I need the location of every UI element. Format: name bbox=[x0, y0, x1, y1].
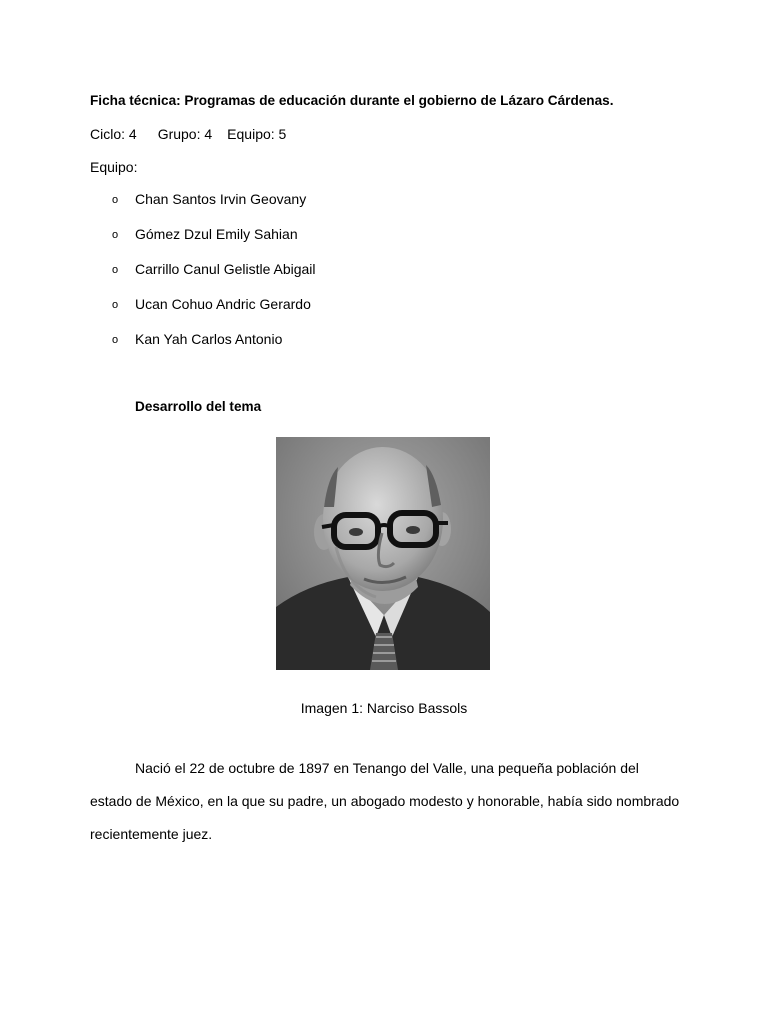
paragraph-line: recientemente juez. bbox=[90, 826, 213, 842]
figure-caption: Imagen 1: Narciso Bassols bbox=[300, 700, 468, 716]
meta-equipo: Equipo: 5 bbox=[227, 126, 287, 142]
bullet-icon: o bbox=[112, 264, 119, 276]
document-meta bbox=[90, 125, 286, 143]
meta-grupo: Grupo: 4 bbox=[157, 126, 213, 142]
bullet-icon: o bbox=[112, 299, 119, 311]
member-name: Carrillo Canul Gelistle Abigail bbox=[135, 261, 316, 277]
section-heading: Desarrollo del tema bbox=[135, 399, 262, 414]
member-name: Kan Yah Carlos Antonio bbox=[135, 331, 283, 347]
portrait-photo bbox=[276, 437, 490, 670]
member-name: Ucan Cohuo Andric Gerardo bbox=[135, 296, 311, 312]
meta-ciclo: Ciclo: 4 bbox=[90, 126, 137, 142]
member-name: Chan Santos Irvin Geovany bbox=[135, 191, 307, 207]
paragraph-line: estado de México, en la que su padre, un abogado modesto y honorable, había sido nombrado bbox=[90, 793, 680, 809]
portrait-illustration bbox=[276, 437, 490, 670]
team-label: Equipo: bbox=[90, 159, 138, 175]
bullet-icon: o bbox=[112, 194, 119, 206]
document-title: Ficha técnica: Programas de educación durante el gobierno de Lázaro Cárdenas. bbox=[90, 93, 614, 108]
bullet-icon: o bbox=[112, 229, 119, 241]
bullet-icon: o bbox=[112, 334, 119, 346]
member-name: Gómez Dzul Emily Sahian bbox=[135, 226, 298, 242]
paragraph-line: Nació el 22 de octubre de 1897 en Tenango del Valle, una pequeña población del bbox=[135, 760, 639, 776]
